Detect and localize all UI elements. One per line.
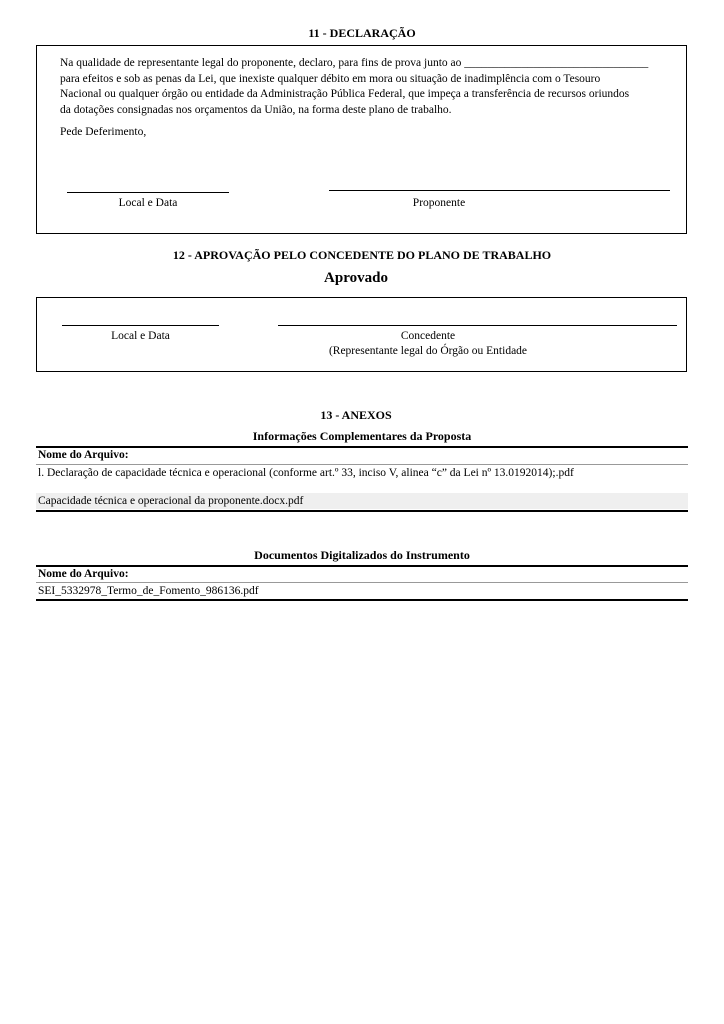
table-row: SEI_5332978_Termo_de_Fomento_986136.pdf <box>38 585 259 597</box>
table-row: Capacidade técnica e operacional da proponente.docx.pdf <box>36 493 688 509</box>
signature-label-concedente-sub: (Representante legal do Órgão ou Entidade <box>328 345 528 357</box>
signature-line-concedente <box>278 325 677 326</box>
signature-label-local: Local e Data <box>111 330 170 342</box>
signature-label-concedente: Concedente <box>400 330 456 342</box>
closing-text: Pede Deferimento, <box>60 126 147 138</box>
declaration-line: para efeitos e sob as penas da Lei, que inexiste qualquer débito em mora ou situação de inadimplência com o Tesouro <box>60 72 601 85</box>
section-12-title: 12 - APROVAÇÃO PELO CONCEDENTE DO PLANO DE TRABALHO <box>172 248 552 262</box>
declaration-line: Na qualidade de representante legal do proponente, declaro, para fins de prova junto ao ________________________________ <box>60 57 649 69</box>
digitalizados-title: Documentos Digitalizados do Instrumento <box>254 548 470 562</box>
declaration-paragraph <box>60 56 648 118</box>
declaration-line: Nacional ou qualquer órgão ou entidade da Administração Pública Federal, que impeça a transferência de recursos oriundos <box>60 88 630 100</box>
declaration-box <box>36 45 687 234</box>
signature-label-proponente: Proponente <box>412 197 466 209</box>
declaration-line: da dotações consignadas nos orçamentos da União, na forma deste plano de trabalho. <box>60 103 452 116</box>
approval-box <box>36 297 687 372</box>
table-header: Nome do Arquivo: <box>38 449 129 461</box>
approval-status: Aprovado <box>324 270 388 286</box>
table-bottom-rule <box>36 599 688 601</box>
signature-line-proponente <box>329 190 670 191</box>
complementares-title: Informações Complementares da Proposta <box>252 429 472 443</box>
signature-line-local <box>62 325 219 326</box>
table-header: Nome do Arquivo: <box>38 568 129 580</box>
table-bottom-rule <box>36 510 688 512</box>
signature-label-local: Local e Data <box>118 197 178 209</box>
table-row: l. Declaração de capacidade técnica e operacional (conforme art.º 33, inciso V, alinea “c” da Lei nº 13.0192014);.pdf <box>38 467 574 479</box>
section-11-title: 11 - DECLARAÇÃO <box>308 26 416 40</box>
signature-line-local <box>67 192 229 193</box>
section-13-title: 13 - ANEXOS <box>320 408 392 422</box>
